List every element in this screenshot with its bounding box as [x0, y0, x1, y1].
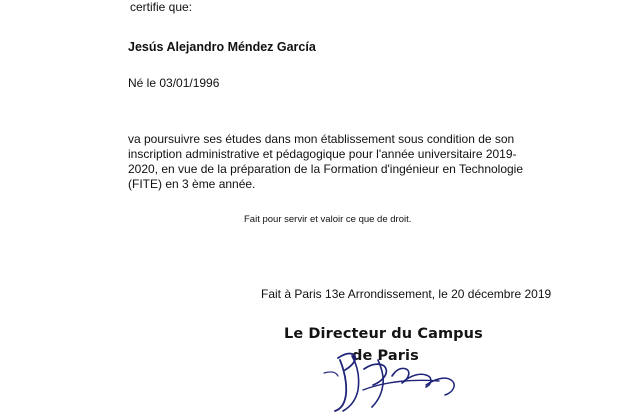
- paragraph-line: 2020, en vue de la préparation de la Formation d'ingénieur en Technologie: [128, 162, 524, 176]
- place-and-date: Fait à Paris 13e Arrondissement, le 20 décembre 2019: [261, 287, 552, 301]
- signatory-title: Le Directeur du Campus: [284, 326, 483, 342]
- birth-date-line: Né le 03/01/1996: [128, 76, 220, 90]
- paragraph-line: va poursuivre ses études dans mon établissement sous condition de son: [128, 132, 515, 146]
- paragraph-line: inscription administrative et pédagogique pour l'année universitaire 2019-: [128, 147, 517, 161]
- paragraph-line: (FITE) en 3 ème année.: [128, 177, 256, 191]
- signatory-campus: de Paris: [352, 348, 419, 364]
- certifies-text: certifie que:: [130, 0, 193, 14]
- person-name: Jesús Alejandro Méndez García: [128, 40, 316, 54]
- handwritten-signature: [300, 336, 480, 413]
- validity-note: Fait pour servir et valoir ce que de droit.: [244, 214, 412, 225]
